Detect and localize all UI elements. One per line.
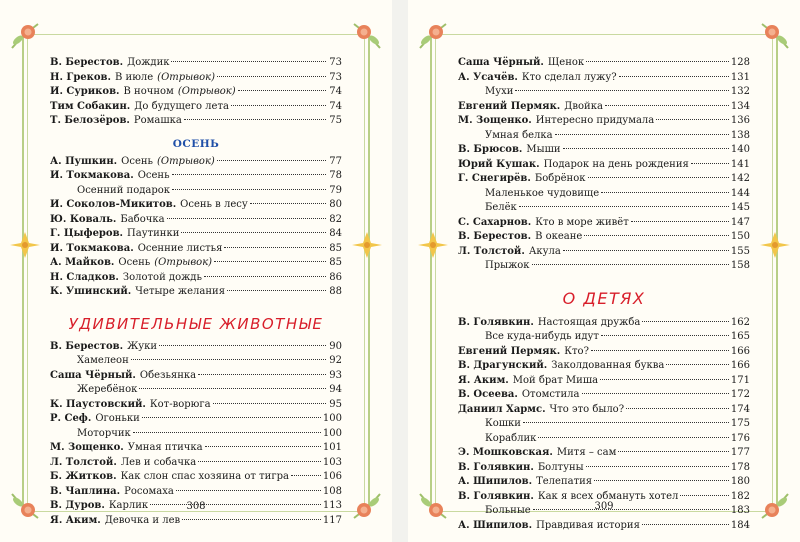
entry-title: Как слон спас хозяина от тигра (120, 471, 289, 482)
entry-author: В. Голявкин. (458, 461, 534, 473)
dot-leader (231, 105, 326, 106)
entry-author: В. Берестов. (50, 340, 124, 352)
entry-page: 113 (322, 500, 342, 511)
entry-title: Обезьянка (139, 369, 197, 381)
dot-leader (250, 203, 326, 204)
page-number: 308 (186, 501, 206, 512)
entry-author: Евгений Пермяк. (458, 345, 561, 357)
dot-leader (591, 350, 729, 351)
dot-leader (217, 160, 326, 161)
entry-title: Прыжок (485, 260, 530, 271)
toc-entry (458, 143, 750, 158)
entry-author: И. Суриков. (50, 86, 120, 97)
entry-page: 106 (322, 471, 342, 482)
entry-page: 117 (322, 514, 342, 526)
rose-corner-icon (416, 18, 450, 52)
dot-leader (538, 437, 728, 438)
entry-title: Телепатия (536, 476, 593, 487)
dot-leader (563, 250, 729, 251)
entry-page: 150 (730, 231, 750, 242)
entry-title: Болтуны (537, 461, 584, 473)
book-spine (392, 0, 408, 542)
toc-entry (458, 85, 750, 100)
page-number: 309 (594, 501, 614, 512)
entry-page: 74 (329, 100, 342, 112)
toc-entry (458, 172, 750, 187)
entry-title: Карлик (108, 500, 149, 511)
toc-entry (458, 201, 750, 216)
entry-title: Ромашка (133, 115, 182, 126)
toc-entry (50, 514, 342, 529)
dot-leader (691, 163, 729, 164)
entry-title: Кто в море живёт (535, 216, 629, 228)
toc-entry (458, 388, 750, 403)
entry-page: 132 (730, 86, 750, 97)
entry-title: Кошки (485, 418, 521, 429)
entry-page: 92 (329, 355, 342, 366)
dot-leader (159, 345, 326, 346)
entry-page: 184 (730, 519, 750, 531)
entry-author: Даниил Хармс. (458, 403, 546, 415)
toc-entry (458, 359, 750, 374)
entry-page: 95 (329, 398, 342, 410)
entry-page: 93 (329, 369, 342, 381)
entry-title: Лев и собачка (120, 456, 197, 468)
entry-page: 158 (730, 260, 750, 271)
toc-entry (50, 227, 342, 242)
entry-title: Девочка и лев (104, 514, 181, 526)
toc-entry (458, 519, 750, 534)
toc-entry (50, 155, 342, 170)
rose-corner-icon (8, 18, 42, 52)
entry-author: К. Ушинский. (50, 286, 132, 297)
entry-page: 77 (329, 155, 342, 167)
toc-entry (50, 285, 342, 300)
entry-title: Больные (485, 505, 531, 516)
entry-title: Мыши (526, 144, 561, 155)
dot-leader (171, 61, 326, 62)
rose-corner-icon (758, 18, 792, 52)
entry-author: И. Соколов-Микитов. (50, 199, 177, 210)
toc-entry (458, 432, 750, 447)
entry-title: Отомстила (521, 389, 580, 400)
entry-title: Жеребёнок (77, 384, 138, 395)
toc-entry (50, 456, 342, 471)
toc-entry (50, 85, 342, 100)
entry-page: 131 (730, 71, 750, 83)
entry-title: Щенок (547, 57, 585, 68)
entry-page: 85 (329, 257, 342, 268)
entry-page: 86 (329, 271, 342, 283)
entry-page: 136 (730, 115, 750, 126)
entry-page: 80 (329, 199, 342, 210)
entry-author: Г. Цыферов. (50, 228, 124, 239)
toc-entry (50, 340, 342, 355)
entry-author: Саша Чёрный. (50, 369, 136, 381)
dot-leader (213, 403, 326, 404)
left-page (0, 0, 392, 542)
dot-leader (588, 177, 729, 178)
entry-title: Все куда-нибудь идут (485, 331, 599, 342)
entry-author: Р. Сеф. (50, 413, 92, 424)
entry-title: Осенние листья (137, 242, 223, 254)
entry-title: Что это было? (549, 403, 625, 415)
dot-leader (619, 76, 729, 77)
entry-page: 128 (730, 57, 750, 68)
toc-entry (458, 129, 750, 144)
toc-entry (50, 71, 342, 86)
entry-page: 140 (730, 144, 750, 155)
entry-page: 166 (730, 360, 750, 371)
entry-page: 94 (329, 384, 342, 395)
entry-title: Бобрёнок (534, 173, 586, 184)
table-of-contents (458, 56, 750, 533)
entry-author: В. Брюсов. (458, 144, 523, 155)
entry-title: Митя – сам (556, 447, 617, 458)
entry-note: (Отрывок) (177, 86, 236, 97)
entry-title: Бабочка (120, 213, 165, 225)
dot-leader (131, 359, 326, 360)
entry-page: 85 (329, 242, 342, 254)
toc-entry (50, 271, 342, 286)
entry-page: 78 (329, 170, 342, 181)
entry-page: 177 (730, 447, 750, 458)
dot-leader (172, 174, 326, 175)
dot-leader (656, 119, 729, 120)
entry-author: Я. Аким. (458, 374, 509, 386)
toc-entry (50, 398, 342, 413)
dot-leader (181, 232, 326, 233)
entry-author: Н. Греков. (50, 71, 111, 83)
toc-entry (50, 412, 342, 427)
toc-entry (50, 213, 342, 228)
entry-page: 166 (730, 345, 750, 357)
entry-author: В. Чаплина. (50, 485, 121, 497)
toc-entry (458, 56, 750, 71)
dot-leader (167, 218, 326, 219)
dot-leader (227, 290, 326, 291)
entry-page: 101 (322, 442, 342, 453)
dot-leader (680, 495, 729, 496)
vine-border-icon (766, 36, 778, 508)
dot-leader (555, 134, 729, 135)
entry-page: 108 (322, 485, 342, 497)
toc-entry (50, 56, 342, 71)
entry-page: 134 (730, 100, 750, 112)
dot-leader (205, 446, 321, 447)
entry-author: И. Токмакова. (50, 170, 134, 181)
entry-page: 183 (730, 505, 750, 516)
entry-author: А. Майков. (50, 257, 115, 268)
entry-title: Хамелеон (77, 355, 129, 366)
entry-title: Четыре желания (135, 286, 226, 297)
entry-title: Мой брат Миша (512, 374, 599, 386)
entry-page: 84 (329, 228, 342, 239)
entry-page: 155 (730, 245, 750, 257)
dot-leader (133, 432, 321, 433)
entry-note: (Отрывок) (154, 257, 213, 268)
dot-leader (224, 247, 326, 248)
lily-icon (8, 228, 42, 262)
entry-author: Л. Толстой. (50, 456, 117, 468)
section-heading-children: О ДЕТЯХ (562, 288, 646, 308)
entry-author: Евгений Пермяк. (458, 100, 561, 112)
entry-author: Э. Мошковская. (458, 447, 553, 458)
dot-leader (519, 206, 729, 207)
entry-page: 74 (329, 86, 342, 97)
vine-border-icon (430, 36, 442, 508)
entry-page: 79 (329, 184, 342, 196)
dot-leader (176, 490, 321, 491)
entry-page: 172 (730, 389, 750, 400)
entry-page: 147 (730, 216, 750, 228)
entry-note: (Отрывок) (156, 155, 215, 167)
entry-page: 142 (730, 173, 750, 184)
entry-page: 100 (322, 427, 342, 439)
entry-title: Мухи (485, 86, 514, 97)
toc-entry (458, 475, 750, 490)
entry-page: 73 (329, 57, 342, 68)
entry-author: В. Голявкин. (458, 316, 534, 328)
entry-title: Осень (137, 170, 170, 181)
toc-entry (50, 114, 342, 129)
entry-title: Как я всех обмануть хотел (537, 490, 679, 502)
entry-title: Осень в лесу (180, 199, 248, 210)
toc-entry (50, 242, 342, 257)
toc-entry (50, 383, 342, 398)
entry-title: Кто? (564, 345, 589, 357)
toc-entry (458, 158, 750, 173)
entry-author: А. Шипилов. (458, 476, 533, 487)
entry-title: Кораблик (485, 432, 537, 444)
entry-title: Подарок на день рождения (543, 158, 689, 170)
entry-title: Интересно придумала (535, 115, 655, 126)
dot-leader (198, 461, 321, 462)
dot-leader (291, 475, 321, 476)
entry-author: Б. Житков. (50, 471, 117, 482)
toc-entry (50, 485, 342, 500)
toc-entry (458, 461, 750, 476)
entry-author: М. Зощенко. (458, 115, 532, 126)
entry-page: 144 (730, 187, 750, 199)
toc-entry (458, 114, 750, 129)
entry-title: Дождик (127, 57, 170, 68)
toc-entry (458, 417, 750, 432)
entry-author: В. Осеева. (458, 389, 518, 400)
dot-leader (172, 189, 326, 190)
toc-entry (458, 446, 750, 461)
vine-border-icon (358, 36, 370, 508)
dot-leader (515, 90, 728, 91)
entry-title: Заколдованная буква (551, 360, 665, 371)
entry-title: Акула (528, 245, 561, 257)
entry-page: 171 (730, 374, 750, 386)
entry-title: Моторчик (77, 427, 131, 439)
toc-entry (458, 403, 750, 418)
dot-leader (214, 261, 326, 262)
entry-title: Паутинки (127, 228, 180, 239)
entry-page: 178 (730, 461, 750, 473)
lily-icon (758, 228, 792, 262)
toc-entry (458, 230, 750, 245)
entry-author: И. Токмакова. (50, 242, 134, 254)
entry-page: 145 (730, 202, 750, 213)
entry-page: 90 (329, 340, 342, 352)
toc-entry (50, 441, 342, 456)
toc-entry (50, 427, 342, 442)
dot-leader (631, 221, 729, 222)
dot-leader (532, 264, 729, 265)
entry-title: Осень (121, 155, 153, 167)
dot-leader (600, 379, 729, 380)
entry-page: 103 (322, 456, 342, 468)
entry-author: Г. Снегирёв. (458, 173, 531, 184)
dot-leader (198, 374, 326, 375)
dot-leader (584, 235, 729, 236)
dot-leader (666, 364, 729, 365)
entry-author: А. Пушкин. (50, 155, 118, 167)
dot-leader (601, 335, 729, 336)
entry-page: 73 (329, 71, 342, 83)
entry-title: Осень (118, 257, 151, 268)
entry-title: Белёк (485, 202, 517, 213)
entry-title: Осенний подарок (77, 184, 171, 196)
entry-page: 100 (322, 413, 342, 424)
toc-entry (458, 259, 750, 274)
entry-author: Тим Собакин. (50, 100, 131, 112)
entry-page: 176 (730, 432, 750, 444)
lily-icon (350, 228, 384, 262)
entry-title: Золотой дождь (122, 271, 202, 283)
dot-leader (184, 119, 326, 120)
dot-leader (238, 90, 326, 91)
entry-author: В. Берестов. (458, 231, 532, 242)
entry-page: 174 (730, 403, 750, 415)
entry-author: Л. Толстой. (458, 245, 525, 257)
dot-leader (139, 388, 326, 389)
dot-leader (582, 393, 729, 394)
entry-page: 165 (730, 331, 750, 342)
entry-author: Я. Аким. (50, 514, 101, 526)
vine-border-icon (22, 36, 34, 508)
entry-page: 182 (730, 490, 750, 502)
entry-page: 75 (329, 115, 342, 126)
entry-author: М. Зощенко. (50, 442, 124, 453)
entry-author: В. Берестов. (50, 57, 124, 68)
entry-title: Росомаха (124, 485, 174, 497)
toc-entry (50, 256, 342, 271)
section-heading-autumn: ОСЕНЬ (172, 137, 220, 150)
entry-author: В. Дуров. (50, 500, 105, 511)
dot-leader (601, 192, 729, 193)
entry-author: К. Паустовский. (50, 398, 146, 410)
toc-entry (458, 345, 750, 360)
entry-title: Умная белка (485, 129, 553, 141)
entry-title: В ночном (123, 86, 174, 97)
entry-title: Настоящая дружба (537, 316, 641, 328)
dot-leader (626, 408, 729, 409)
entry-title: Умная птичка (127, 442, 203, 453)
toc-entry (458, 374, 750, 389)
entry-title: Двойка (564, 100, 603, 112)
entry-author: В. Драгунский. (458, 360, 548, 371)
toc-entry (50, 184, 342, 199)
toc-entry (50, 354, 342, 369)
entry-title: Кот-ворюга (149, 398, 211, 410)
toc-entry (458, 216, 750, 231)
dot-leader (523, 422, 729, 423)
dot-leader (563, 148, 729, 149)
entry-page: 175 (730, 418, 750, 429)
entry-author: А. Усачёв. (458, 71, 518, 83)
entry-author: А. Шипилов. (458, 519, 533, 531)
rose-corner-icon (350, 18, 384, 52)
toc-entry (50, 470, 342, 485)
toc-entry (50, 198, 342, 213)
dot-leader (586, 61, 729, 62)
entry-author: Ю. Коваль. (50, 213, 117, 225)
dot-leader (605, 105, 729, 106)
entry-title: До будущего лета (134, 100, 229, 112)
entry-page: 138 (730, 129, 750, 141)
dot-leader (642, 321, 729, 322)
entry-author: Н. Сладков. (50, 271, 119, 283)
entry-page: 141 (730, 158, 750, 170)
entry-title: Маленькое чудовище (485, 187, 600, 199)
toc-entry (458, 330, 750, 345)
entry-page: 88 (329, 286, 342, 297)
right-page (408, 0, 800, 542)
dot-leader (618, 451, 729, 452)
entry-title: Кто сделал лужу? (521, 71, 617, 83)
entry-page: 82 (329, 213, 342, 225)
dot-leader (217, 76, 326, 77)
dot-leader (594, 480, 729, 481)
dot-leader (142, 417, 321, 418)
entry-page: 180 (730, 476, 750, 487)
dot-leader (182, 519, 321, 520)
toc-entry (458, 71, 750, 86)
entry-note: (Отрывок) (157, 71, 216, 83)
entry-page: 162 (730, 316, 750, 328)
entry-author: В. Голявкин. (458, 490, 534, 502)
dot-leader (642, 524, 729, 525)
entry-title: В июле (115, 71, 154, 83)
toc-entry (458, 187, 750, 202)
dot-leader (586, 466, 729, 467)
toc-entry (50, 169, 342, 184)
entry-title: Жуки (127, 340, 158, 352)
entry-title: Огоньки (95, 413, 140, 424)
toc-entry (50, 100, 342, 115)
entry-author: Саша Чёрный. (458, 57, 544, 68)
dot-leader (204, 276, 326, 277)
table-of-contents (50, 56, 342, 528)
entry-title: Правдивая история (536, 519, 640, 531)
lily-icon (416, 228, 450, 262)
entry-title: В океане (535, 231, 583, 242)
toc-entry (50, 369, 342, 384)
entry-author: Юрий Кушак. (458, 158, 540, 170)
toc-entry (458, 100, 750, 115)
entry-author: С. Сахарнов. (458, 216, 532, 228)
toc-entry (458, 245, 750, 260)
toc-entry (458, 316, 750, 331)
section-heading-animals: УДИВИТЕЛЬНЫЕ ЖИВОТНЫЕ (68, 314, 324, 333)
entry-author: Т. Белозёров. (50, 115, 130, 126)
